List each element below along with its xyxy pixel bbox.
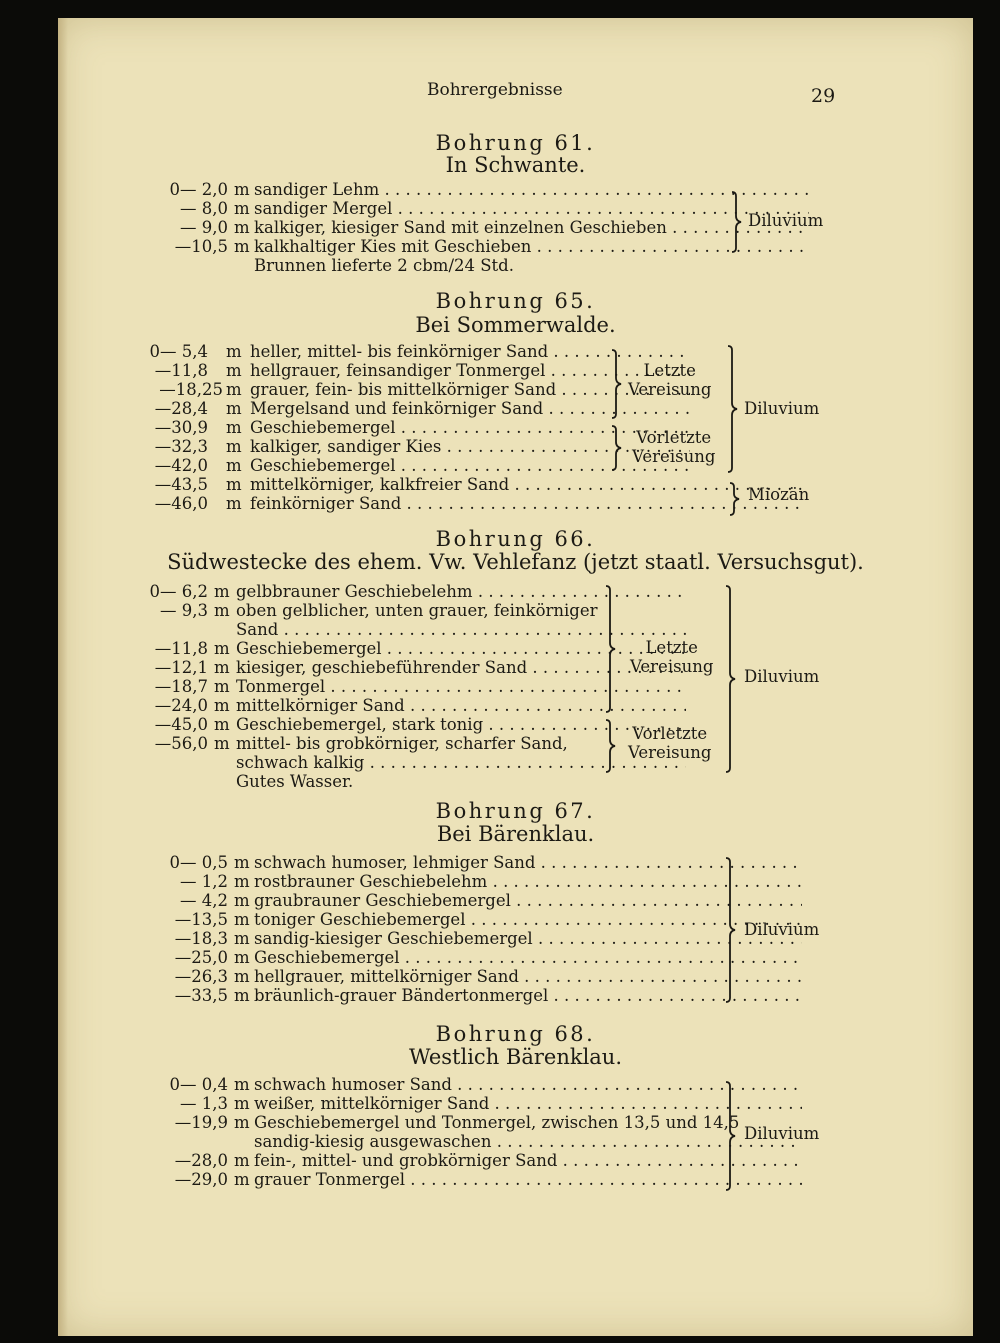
book-page: Bohrergebnisse 29 Bohrung 61. In Schwante. 0— 2,0 m sandiger Lehm . . . — 8,0 m sandiger Mergel . . . — 9,0 m kalkiger, kiesiger Sand mit einzelnen Geschieben . . . —10,5 m kalkhaltiger Kies mit Geschieben . . . Brunnen lieferte 2 cbm/24 Std. Diluvium Bohrung 65. Bei Sommerwalde. 0— 5,4 m heller, mittel- bis feinkörniger Sand . . . —11,8 m hellgrauer, feinsandiger Tonmergel . . . —18,25 m grauer, fein- bis mittelkörniger Sand . . . —28,4 m Mergelsand und feinkörniger Sand . . . —30,9 m Geschiebemergel . . . —32,3 m kalkiger, sandiger Kies . . . —42,0 m Geschiebemergel . . . —43,5 m mittelkörniger, kalkfreier Sand . . . —46,0 m feinkörniger Sand . . . Letzte Vereisung Vorletzte Vereisung Diluvium Miozän Bohrung 66. Südwestecke des ehem. Vw. Vehlefanz (jetzt staatl. Versuchsgut). 0— 6,2 m gelbbrauner Geschiebelehm . . . — 9,3 m oben gelblicher, unten grauer, feinkörniger Sand . . . —11,8 m Geschiebemergel . . . —12,1 m kiesiger, geschiebeführender Sand . . . —18,7 m Tonmergel . . . —24,0 m mittelkörniger Sand . . . —45,0 m Geschiebemergel, stark tonig . . . —56,0 m mittel- bis grobkörniger, scharfer Sand, schwach kalkig . . . Gutes Wasser. Letzte Vereisung Vorletzte Vereisung Diluvium Bohrung 67. Bei Bärenklau. 0— 0,5 m schwach humoser, lehmiger Sand . . . — 1,2 m rostbrauner Geschiebelehm . . . — 4,2 m graubrauner Geschiebemergel . . . —13,5 m toniger Geschiebemergel . . . —18,3 m sandig-kiesiger Geschiebemergel . . . —25,0 m Geschiebemergel . . . —26,3 m hellgrauer, mittelkörniger Sand . . . —33,5 m bräunlich-grauer Bändertonmergel . . . Diluvium Bohrung 68. Westlich Bärenklau. 0— 0,4 m schwach humoser Sand . . . — 1,3 m weißer, mittelkörniger Sand . . . —19,9 m Geschiebemergel und Tonmergel, zwischen 13,5 und 14,5 sandig-kiesig ausgewaschen . . . —28,0 m fein-, mittel- und grobkörniger Sand . . . —29,0 m grauer Tonmergel . . . Diluvium (58, 18, 973, 1336)
brace-vorletzte-65 (610, 424, 624, 472)
label-diluvium-67: Diluvium (744, 920, 820, 939)
brace-letzte-66 (604, 584, 618, 714)
brace-diluvium-66 (724, 584, 738, 774)
section-title-65: Bohrung 65. (435, 289, 596, 313)
section-title-67: Bohrung 67. (435, 799, 596, 823)
running-header: Bohrergebnisse (427, 80, 563, 100)
brace-diluvium-68 (724, 1080, 738, 1192)
label-diluvium-68: Diluvium (744, 1124, 820, 1143)
brace-miozaen-65 (728, 481, 742, 517)
section-location-61: In Schwante. (445, 153, 586, 177)
section-location-68: Westlich Bärenklau. (408, 1045, 622, 1069)
section-title-68: Bohrung 68. (435, 1022, 596, 1046)
label-vorletzte-65: Vorletzte Vereisung (632, 428, 716, 466)
brace-vorletzte-66 (604, 718, 618, 774)
label-diluvium-66: Diluvium (744, 667, 820, 686)
section-location-66: Südwestecke des ehem. Vw. Vehlefanz (jetzt staatl. Versuchsgut). (167, 550, 864, 574)
page-number: 29 (811, 85, 836, 107)
label-miozaen-65: Miozän (748, 485, 810, 504)
section-location-65: Bei Sommerwalde. (415, 313, 616, 337)
brace-diluvium-61 (730, 190, 744, 254)
label-letzte-66: Letzte Vereisung (630, 638, 714, 676)
section-location-67: Bei Bärenklau. (436, 822, 595, 846)
label-vorletzte-66: Vorletzte Vereisung (628, 724, 712, 762)
brace-letzte-65 (610, 348, 624, 420)
brace-diluvium-65 (726, 344, 740, 474)
section-title-66: Bohrung 66. (435, 527, 596, 551)
brace-diluvium-67 (724, 856, 738, 1004)
section-title-61: Bohrung 61. (435, 131, 596, 155)
label-diluvium-65: Diluvium (744, 399, 820, 418)
label-letzte-65: Letzte Vereisung (628, 361, 712, 399)
label-diluvium-61: Diluvium (748, 211, 824, 230)
